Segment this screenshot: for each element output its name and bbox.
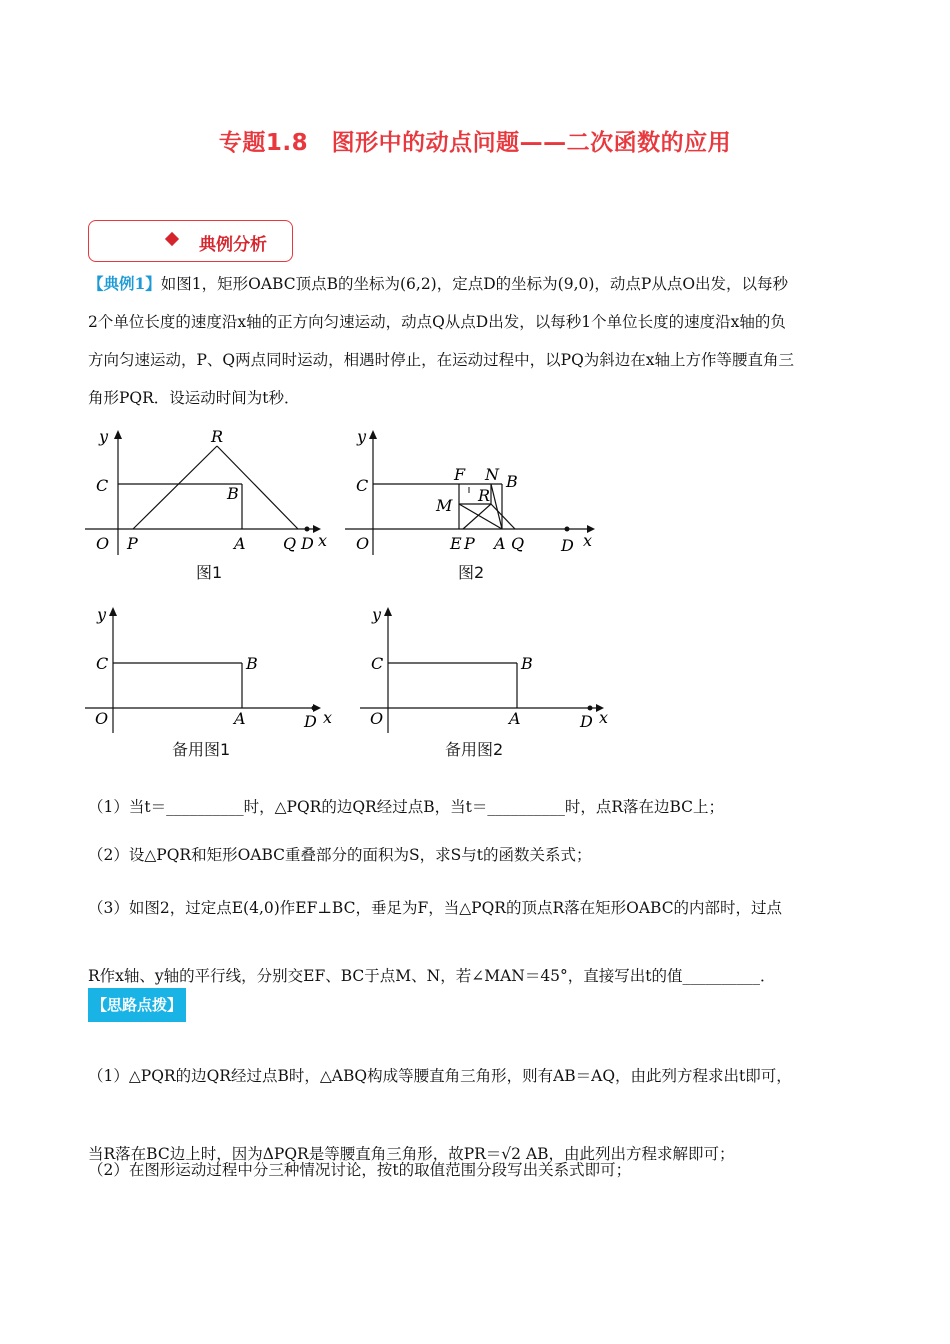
spare2-label-A: A	[509, 709, 521, 728]
spare1-caption: 备用图1	[172, 740, 231, 759]
spare2-label-x: x	[599, 708, 609, 727]
question-3	[88, 874, 868, 1010]
diamond-icon	[165, 232, 179, 246]
spare2-label-C: C	[371, 654, 384, 673]
fig1-label-y: y	[99, 427, 109, 446]
example-line-1: 如图1，矩形OABC顶点B的坐标为(6,2)，定点D的坐标为(9,0)，动点P从点O出发，以每秒	[160, 275, 789, 293]
spare1-label-B: B	[246, 654, 258, 673]
fig2-label-N: N	[485, 465, 499, 484]
spare1-label-O: O	[95, 709, 109, 728]
fig2-label-M: M	[436, 496, 453, 515]
spare-figure-1	[85, 600, 335, 735]
fig2-label-A: A	[494, 534, 506, 553]
question-3-line-2: R作x轴、y轴的平行线，分别交EF、BC于点M、N，若∠MAN＝45°，直接写出t的值__________．	[88, 967, 776, 985]
fig2-label-D: D	[561, 536, 574, 555]
question-2: （2）设△PQR和矩形OABC重叠部分的面积为S，求S与t的函数关系式；	[88, 846, 592, 864]
fig2-label-Q: Q	[511, 534, 525, 553]
example-line-3: 方向匀速运动，P、Q两点同时运动，相遇时停止，在运动过程中，以PQ为斜边在x轴上方作等腰直角三	[88, 351, 795, 369]
fig1-label-x: x	[318, 531, 328, 550]
spare2-label-y: y	[372, 605, 382, 624]
fig1-label-R: R	[211, 427, 224, 446]
fig2-label-P: P	[464, 534, 475, 553]
fig2-label-C: C	[356, 476, 369, 495]
section-label: 典例分析	[199, 235, 267, 255]
example-line-2: 2个单位长度的速度沿x轴的正方向匀速运动，动点Q从点D出发，以每秒1个单位长度的速度沿x轴的负	[88, 313, 786, 331]
spare2-label-O: O	[370, 709, 384, 728]
fig2-label-y: y	[357, 427, 367, 446]
hint-line-1: （1）△PQR的边QR经过点B时，△ABQ构成等腰直角三角形，则有AB＝AQ，由此列方程求出t即可，	[88, 1067, 792, 1085]
hint-line-2: 当R落在BC边上时，因为ΔPQR是等腰直角三角形，故PR＝√2 AB，由此列出方程求解即可；	[88, 1145, 735, 1163]
spare-figure-2	[360, 600, 610, 735]
fig2-label-R: R	[478, 486, 491, 505]
spare2-label-D: D	[580, 712, 593, 731]
page-title: 专题1.8 图形中的动点问题——二次函数的应用	[218, 130, 732, 156]
fig1-label-P: P	[127, 534, 138, 553]
fig2-label-O: O	[356, 534, 370, 553]
fig2-label-F: F	[454, 465, 466, 484]
fig1-label-A: A	[234, 534, 246, 553]
hint-badge: 【思路点拨】	[88, 988, 186, 1022]
fig2-caption: 图2	[458, 563, 485, 582]
hint-line-3: （2）在图形运动过程中分三种情况讨论，按t的取值范围分段写出关系式即可；	[88, 1161, 632, 1179]
spare1-label-x: x	[323, 708, 333, 727]
example-problem	[88, 265, 868, 417]
fig2-label-E: E	[450, 534, 462, 553]
example-line-4: 角形PQR．设运动时间为t秒．	[88, 389, 300, 407]
spare1-label-C: C	[96, 654, 109, 673]
spare1-label-A: A	[234, 709, 246, 728]
spare2-caption: 备用图2	[445, 740, 504, 759]
question-3-line-1: （3）如图2，过定点E(4,0)作EF⊥BC，垂足为F，当△PQR的顶点R落在矩形OABC的内部时，过点	[88, 899, 783, 917]
example-tag: 【典例1】	[88, 274, 161, 293]
fig1-label-C: C	[96, 476, 109, 495]
question-1: （1）当t＝__________时，△PQR的边QR经过点B，当t＝__________时，点R落在边BC上；	[88, 798, 725, 816]
fig1-caption: 图1	[196, 563, 223, 582]
spare2-label-B: B	[521, 654, 533, 673]
figure-2	[345, 425, 603, 560]
fig1-label-O: O	[96, 534, 110, 553]
fig1-label-D: D	[301, 534, 314, 553]
spare1-label-y: y	[97, 605, 107, 624]
fig1-label-B: B	[227, 484, 239, 503]
fig2-label-B: B	[506, 472, 518, 491]
spare1-label-D: D	[304, 712, 317, 731]
figure-1	[85, 425, 328, 560]
fig2-label-x: x	[583, 531, 593, 550]
fig1-label-Q: Q	[283, 534, 297, 553]
section-header-box	[88, 220, 293, 262]
